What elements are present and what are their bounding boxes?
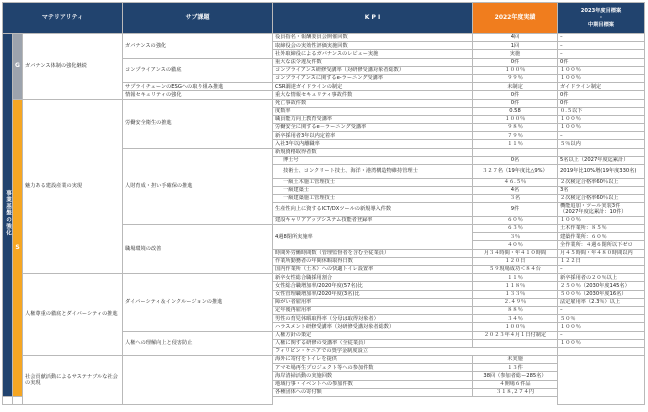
- target-cell: ２５０％（2030年度145名）: [558, 282, 645, 290]
- kpi-cell: 海外に寄付をトイレを提供: [273, 356, 473, 364]
- result-cell: １００％: [473, 115, 558, 123]
- result-cell: ３名: [473, 194, 558, 202]
- target-cell: 0件: [558, 58, 645, 66]
- target-cell: –: [558, 331, 645, 339]
- target-cell: ガイドライン制定: [558, 83, 645, 91]
- result-cell: ６０％: [473, 216, 558, 224]
- target-cell: １００％: [558, 66, 645, 74]
- header-target-2023: 2023年度目標案 ・ 中期目標案: [558, 3, 645, 34]
- subtopic-human-rights: 人権への理解向上と侵害防止: [123, 331, 273, 356]
- kpi-cell: 定年後再雇用率: [273, 306, 473, 314]
- target-cell: –: [558, 266, 645, 274]
- target-cell: ２次検定合格率60％以上: [558, 194, 645, 202]
- kpi-cell: 生産性向上に資するICT/DXツールの新規導入件数: [273, 203, 473, 217]
- result-cell: [13, 397, 23, 405]
- result-cell: 0件: [473, 58, 558, 66]
- header-result-2022: 2022年度実績: [473, 3, 558, 34]
- kpi-cell: [3, 397, 13, 405]
- result-cell: 0件: [473, 99, 558, 107]
- kpi-cell: 労働安全に関するe－ラーニング受講率: [273, 124, 473, 132]
- target-cell: [558, 356, 645, 405]
- subtopic-diversity: ダイバーシティ＆インクルージョンの推進: [123, 274, 273, 331]
- kpi-cell: 地域行事・イベントへの参加件数: [273, 380, 473, 388]
- result-cell: ３２７名（19年度比△9%）: [473, 165, 558, 179]
- target-cell: ５００％（2030年度16名）: [558, 290, 645, 298]
- target-cell: –: [558, 50, 645, 58]
- target-cell: ５％以内: [558, 140, 645, 148]
- subtopic-empty: [123, 356, 273, 405]
- category-s: S: [13, 99, 23, 397]
- result-cell: 0.58: [473, 107, 558, 115]
- result-cell: １１％: [473, 140, 558, 148]
- kpi-cell: コンプライアンス研修受講率（対研修受講対象者総数）: [273, 66, 473, 74]
- subtopic-safety: 労働安全衛生の推進: [123, 99, 273, 148]
- result-cell: [473, 148, 558, 156]
- result-cell: ２０２３年４月１日付制定: [473, 331, 558, 339]
- target-cell: 全作業所：４週６閉所以下ゼロ: [558, 241, 645, 249]
- subtopic-governance: ガバナンスの強化: [123, 34, 273, 59]
- kpi-cell: 新卒女性総合職採用割合: [273, 274, 473, 282]
- kpi-cell: ハラスメント研修受講率（対研修受講対象者総数）: [273, 323, 473, 331]
- target-cell: –: [558, 306, 645, 314]
- result-cell: 38回（参加者総ー285名）: [473, 372, 558, 380]
- kpi-cell: 博士号: [273, 156, 473, 164]
- kpi-cell: 作業所勤務者の年間休暇取得日数: [273, 257, 473, 265]
- materiality-human-rights: 人権尊重の徹底とダイバーシティの推進: [23, 274, 123, 356]
- kpi-cell: 国内作業所（土木）への快適トイレ設置率: [273, 266, 473, 274]
- target-cell: [558, 347, 645, 355]
- kpi-cell: 新規資格取得者数: [273, 148, 473, 156]
- result-cell: １３件: [473, 364, 558, 372]
- result-cell: 未制定: [473, 83, 558, 91]
- result-cell: [473, 339, 558, 347]
- kpi-cell: 新卒採用者3年以内定着率: [273, 132, 473, 140]
- target-cell: –: [558, 34, 645, 42]
- kpi-cell: フィリピン・ケニアでの奨学金制度設立: [273, 347, 558, 355]
- kpi-cell: 取締役会の実効性評価実施回数: [273, 42, 473, 50]
- result-cell: 未実施: [473, 356, 558, 364]
- header-kpi: K P I: [273, 3, 473, 34]
- materiality-social-contribution: 社会貢献活動によるサステナブルな社会の実現: [23, 356, 123, 405]
- result-cell: ４０％: [473, 241, 558, 249]
- target-cell: 土木作業所：８５％: [558, 225, 645, 233]
- target-cell: 5名以上（2027年度迄累計）: [558, 156, 645, 164]
- kpi-cell: 死亡事故件数: [273, 99, 473, 107]
- result-cell: 1回: [473, 42, 558, 50]
- result-cell: 9件: [473, 203, 558, 217]
- result-cell: 実施: [473, 50, 558, 58]
- result-cell: 4名: [473, 186, 558, 194]
- target-cell: １００％: [558, 339, 645, 347]
- kpi-cell: 職員能力向上教育受講率: [273, 115, 473, 123]
- result-cell: ４６.５％: [473, 178, 558, 186]
- result-cell: ３１８,２７４円: [473, 388, 558, 396]
- target-cell: 機能追加・ツール実装3件 （2027年度迄累計：10件）: [558, 203, 645, 217]
- kpi-cell: 男性の育児休暇取得率（分母は取得対象者）: [273, 315, 473, 323]
- kpi-cell: 障がい者雇用率: [273, 298, 473, 306]
- kpi-cell: 重大な法令違反件数: [273, 58, 473, 66]
- kpi-cell: 一級建築士: [273, 186, 473, 194]
- kpi-cell: 社外取締役によるガバナンスのレビュー実施: [273, 50, 473, 58]
- target-cell: 2019年比10%増(19年度330名): [558, 165, 645, 179]
- subtopic-infosec: 情報セキュリティの強化: [123, 91, 273, 99]
- kpi-cell: 建設キャリアアップシステム技能者登録率: [273, 216, 473, 224]
- result-cell: ３４％: [473, 315, 558, 323]
- result-cell: ２.４９％: [473, 298, 558, 306]
- kpi-cell: 各種団体への寄付額: [273, 388, 473, 396]
- target-cell: １００％: [558, 74, 645, 82]
- materiality-construction: 魅力ある建設産業の実現: [23, 99, 123, 274]
- result-cell: ７９％: [473, 132, 558, 140]
- side-label: 事業基盤の強化: [3, 34, 13, 397]
- target-cell: １００％: [558, 124, 645, 132]
- kpi-cell: 入社3年以内離職率: [273, 140, 473, 148]
- target-cell: １００％: [558, 115, 645, 123]
- target-cell: 3名: [558, 186, 645, 194]
- materiality-governance: ガバナンス体制の強化継続: [23, 34, 123, 100]
- target-cell: 0件: [558, 99, 645, 107]
- result-cell: ３％: [473, 233, 558, 241]
- kpi-cell: 一級土木施工管理技士: [273, 178, 473, 186]
- result-cell: 月３４時間・年４１０時間: [473, 249, 558, 257]
- result-cell: ５９現場成功＜８４台: [473, 266, 558, 274]
- result-cell: １１％: [473, 274, 558, 282]
- result-cell: ９８％: [473, 124, 558, 132]
- kpi-cell: 度数率: [273, 107, 473, 115]
- subtopic-talent: 人財育成・担い手確保の推進: [123, 148, 273, 224]
- result-cell: ９９％: [473, 74, 558, 82]
- target-cell: ５０％: [558, 315, 645, 323]
- target-cell: –: [558, 132, 645, 140]
- result-cell: １１８％: [473, 282, 558, 290]
- subtopic-supply-chain: サプライチェーンのESGへの取り組み推進: [123, 83, 273, 91]
- result-cell: １３３％: [473, 290, 558, 298]
- header-subtopic: サブ課題: [123, 3, 273, 34]
- kpi-cell: コンプライアンスに関するe-ラーニング受講率: [273, 74, 473, 82]
- target-cell: [558, 148, 645, 156]
- target-cell: ２次検定合格率60％以上: [558, 178, 645, 186]
- subtopic-workplace: 職場環境の改善: [123, 225, 273, 274]
- target-cell: –: [558, 42, 645, 50]
- target-cell: １００％: [558, 216, 645, 224]
- target-cell: １２２日: [558, 257, 645, 265]
- result-cell: １００％: [473, 323, 558, 331]
- target-cell: ０.５以下: [558, 107, 645, 115]
- header-row: [3, 3, 645, 34]
- kpi-cell: 時間外労働時間数（管理監督者を含む全従業員）: [273, 249, 473, 257]
- kpi-cell: 人権方針の策定: [273, 331, 473, 339]
- result-cell: ８８％: [473, 306, 558, 314]
- target-cell: 0件: [558, 91, 645, 99]
- kpi-cell: 技術士、コンクリート技士、海洋・港湾構造物維持管理士: [273, 165, 473, 179]
- kpi-cell: CSR調達ガイドラインの制定: [273, 83, 473, 91]
- result-cell: 0名: [473, 156, 558, 164]
- kpi-cell: 役員指名・報酬委員会開催回数: [273, 34, 473, 42]
- kpi-cell: 女性管理職増加率/2020年度(3名)比: [273, 290, 473, 298]
- result-cell: １２０日: [473, 257, 558, 265]
- subtopic-compliance: コンプライアンスの徹底: [123, 58, 273, 83]
- result-cell: １００％: [473, 66, 558, 74]
- kpi-cell: 海岸清掃活動の実施回数: [273, 372, 473, 380]
- kpi-cell: 女性総合職増加率/2020年度(57名)比: [273, 282, 473, 290]
- target-cell: 新卒採用者の２０％以上: [558, 274, 645, 282]
- target-cell: 法定雇用率（2.3％）以上: [558, 298, 645, 306]
- kpi-cell: アマモ場再生プロジェクト等への参加件数: [273, 364, 473, 372]
- result-cell: ６３％: [473, 225, 558, 233]
- kpi-cell: 4週8閉所実施率: [273, 225, 473, 250]
- kpi-table: [2, 2, 645, 405]
- kpi-cell: 一級建築施工管理技士: [273, 194, 473, 202]
- kpi-cell: 人権に関する研修の受講率（全従業員）: [273, 339, 473, 347]
- kpi-cell: 重大な情報セキュリティ事故件数: [273, 91, 473, 99]
- result-cell: 4回: [473, 34, 558, 42]
- category-g: G: [13, 34, 23, 100]
- target-cell: 建築作業所：６０％: [558, 233, 645, 241]
- header-materiality: マテリアリティ: [3, 3, 123, 34]
- result-cell: 0件: [473, 91, 558, 99]
- target-cell: １００％: [558, 323, 645, 331]
- result-cell: ４開場６件品: [473, 380, 558, 388]
- target-cell: 月４５時間・年４８０時間以内: [558, 249, 645, 257]
